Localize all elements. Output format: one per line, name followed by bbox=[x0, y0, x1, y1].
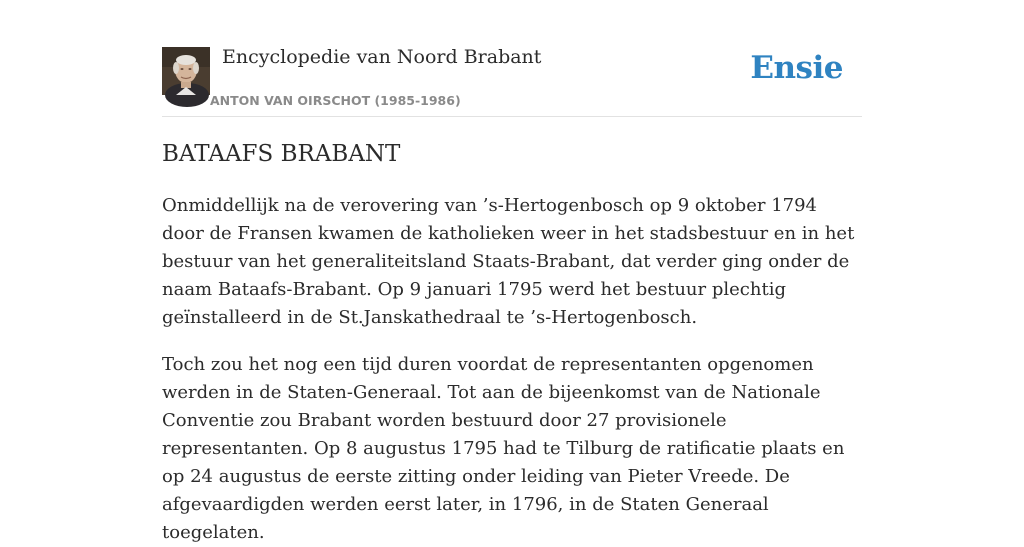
brand-logo[interactable]: Ensie bbox=[750, 50, 843, 86]
avatar[interactable] bbox=[162, 47, 210, 95]
author-name[interactable]: ANTON VAN OIRSCHOT (1985-1986) bbox=[210, 93, 461, 108]
article-paragraph-2: Toch zou het nog een tijd duren voordat de representanten opgenomen werden in de Staten-Generaal. Tot aan de bijeenkomst van de Nationale Conventie zou Brabant worden bestuurd door 27 provisionele representanten. Op 8 augustus 1795 had te Tilburg de ratificatie plaats en op 24 augustus de eerste zitting onder leiding van Pieter Vreede. De afgevaardigden werden eerst later, in 1796, in de Staten Generaal toegelaten. bbox=[162, 354, 845, 543]
article-title: BATAAFS BRABANT bbox=[162, 141, 401, 167]
source-title[interactable]: Encyclopedie van Noord Brabant bbox=[222, 46, 542, 68]
article-paragraph-1: Onmiddellijk na de verovering van ’s-Hertogenbosch op 9 oktober 1794 door de Fransen kwamen de katholieken weer in het stadsbestuur en in het bestuur van het generaliteitsland Staats-Brabant, dat verder ging onder de naam Bataafs-Brabant. Op 9 januari 1795 werd het bestuur plechtig geïnstalleerd in de St.Janskathedraal te ’s-Hertogenbosch. bbox=[162, 195, 855, 328]
author-portrait-icon bbox=[162, 47, 210, 95]
article bbox=[162, 138, 862, 547]
header bbox=[162, 40, 862, 117]
